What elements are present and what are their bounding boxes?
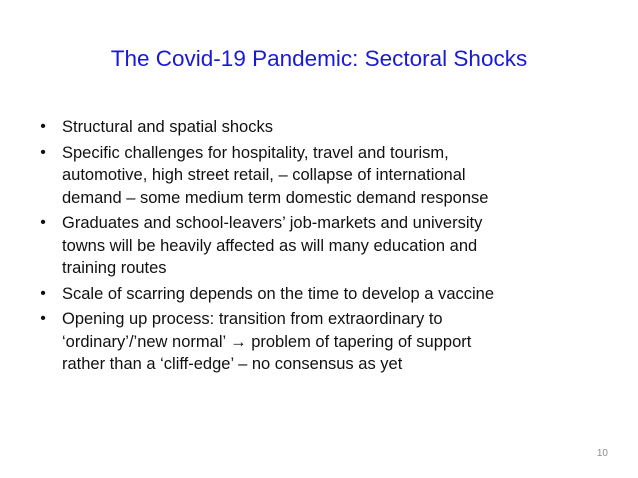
- bullet-dot-icon: •: [40, 118, 46, 135]
- bullet-text-line: Scale of scarring depends on the time to develop a vaccine: [62, 284, 495, 303]
- bullet-text-line: automotive, high street retail, – collapse of international: [62, 166, 466, 184]
- bullet-text-line: Graduates and school-leavers’ job-markets and university: [62, 214, 483, 232]
- bullet-dot-icon: •: [40, 214, 46, 231]
- bullet-dot-icon: •: [40, 310, 46, 327]
- bullet-text-line: Specific challenges for hospitality, travel and tourism,: [62, 143, 449, 162]
- bullet-text-line: Structural and spatial shocks: [62, 118, 273, 136]
- bullet-text-line: rather than a ‘cliff-edge’ – no consensus as yet: [62, 355, 403, 373]
- bullet-text-line: demand – some medium term domestic demand response: [62, 188, 489, 207]
- bullet-list: [36, 116, 596, 379]
- bullet-text-line: ‘ordinary’/’new normal’ → problem of tapering of support: [62, 332, 472, 351]
- bullet-item: [36, 212, 596, 280]
- bullet-text-line: Opening up process: transition from extraordinary to: [62, 310, 443, 328]
- bullet-text-line: towns will be heavily affected as will many education and: [62, 236, 478, 255]
- bullet-dot-icon: •: [40, 284, 46, 302]
- page-number: 10: [596, 448, 608, 459]
- bullet-item: [36, 142, 596, 210]
- bullet-item: [36, 283, 596, 306]
- bullet-item: [36, 308, 596, 376]
- bullet-dot-icon: •: [40, 143, 46, 161]
- bullet-text-line: training routes: [62, 259, 167, 277]
- bullet-item: [36, 116, 596, 139]
- slide-title: The Covid-19 Pandemic: Sectoral Shocks: [110, 46, 528, 71]
